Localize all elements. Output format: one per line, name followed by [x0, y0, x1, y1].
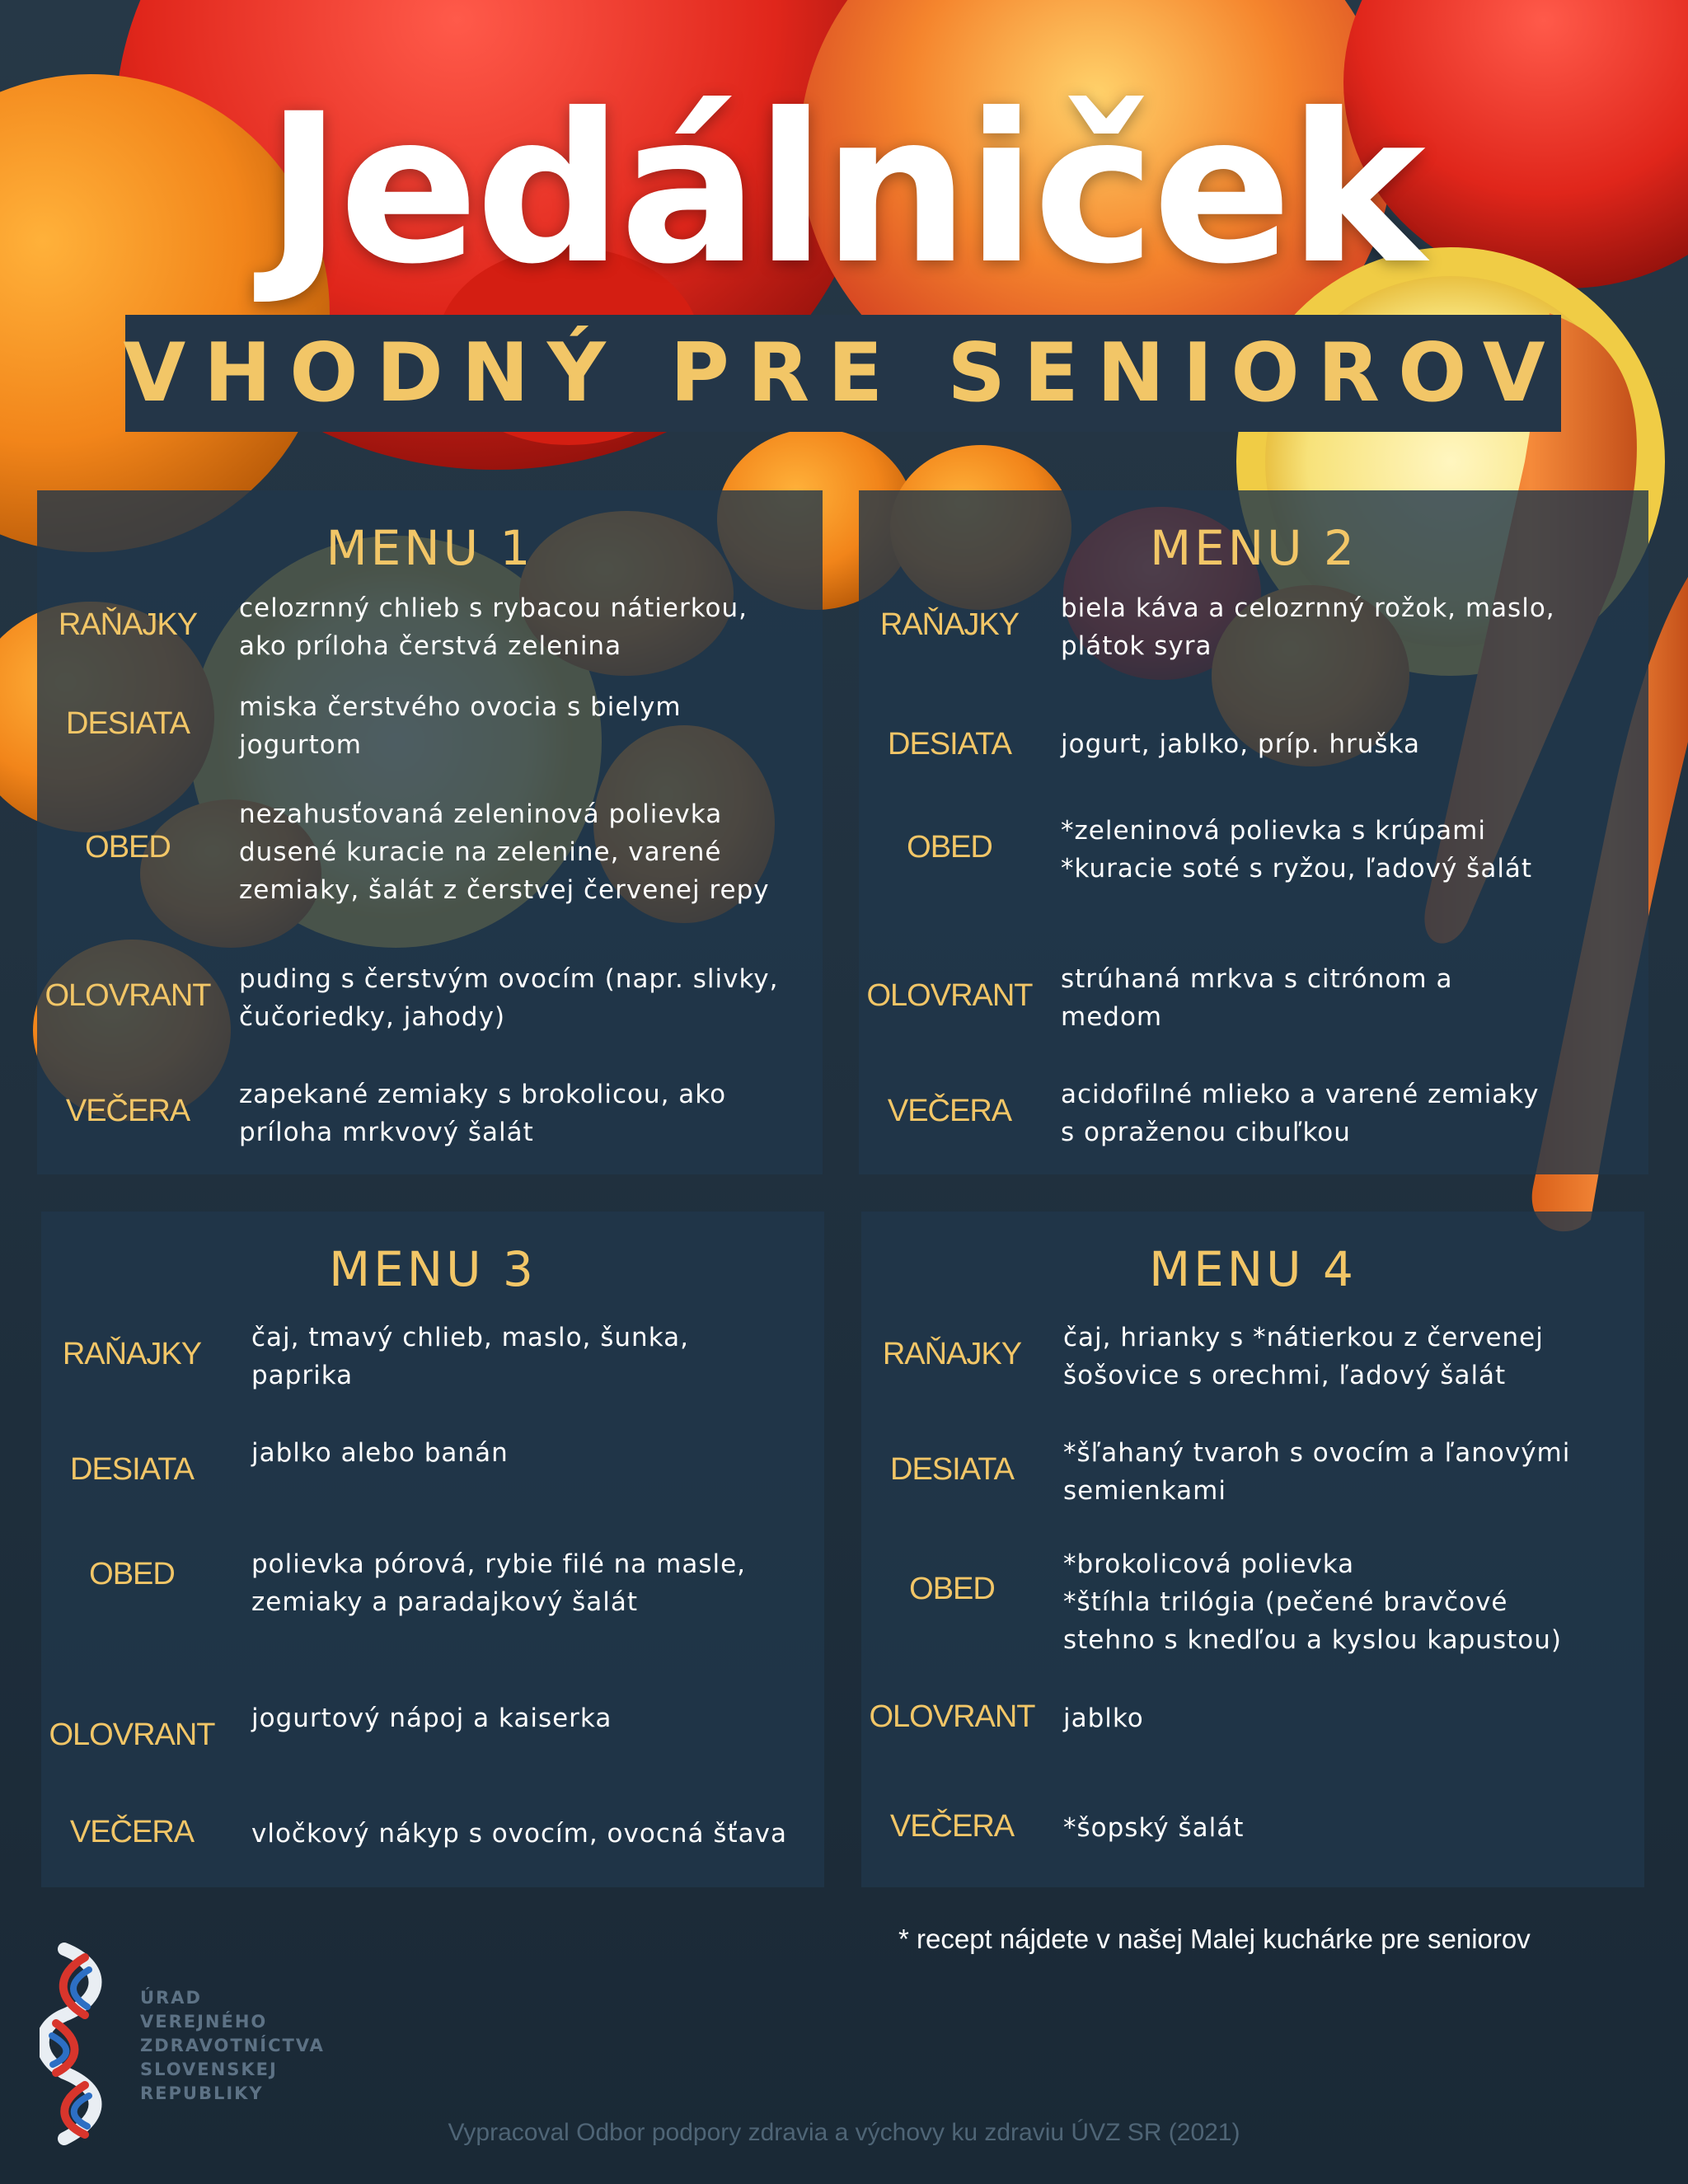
meal-label: OBED — [909, 1572, 995, 1606]
meal-label: OLOVRANT — [45, 978, 211, 1013]
meal-label: DESIATA — [888, 727, 1011, 762]
meal-text: strúhaná mrkva s citrónom a medom — [1061, 964, 1453, 1032]
meal-label: OLOVRANT — [866, 978, 1033, 1013]
subtitle-banner — [123, 315, 1564, 432]
page-title: Jedálniček — [265, 69, 1423, 309]
menu-title: MENU 3 — [329, 1241, 537, 1297]
menu-title: MENU 1 — [326, 520, 534, 576]
meal-text: zapekané zemiaky s brokolicou, ako príloha mrkvový šalát — [239, 1080, 727, 1147]
meal-label: VEČERA — [65, 1094, 190, 1128]
subtitle: VHODNÝ PRE SENIOROV — [123, 326, 1564, 420]
menu-title: MENU 4 — [1149, 1241, 1357, 1297]
meal-text: jablko — [1063, 1704, 1144, 1733]
meal-text: *brokolicová polievka *štíhla trilógia (pečené bravčové stehno s knedľou a kyslou kapustou) — [1063, 1549, 1562, 1655]
meal-text: jogurtový nápoj a kaiserka — [251, 1704, 612, 1733]
menu-card-1 — [37, 490, 823, 1174]
meal-label: RAŇAJKY — [879, 607, 1020, 642]
meal-text: čaj, tmavý chlieb, maslo, šunka, paprika — [251, 1323, 689, 1390]
meal-label: RAŇAJKY — [62, 1337, 202, 1371]
meal-label: RAŇAJKY — [58, 607, 198, 642]
logo-line: REPUBLIKY — [140, 2083, 264, 2103]
meal-label: DESIATA — [70, 1452, 194, 1487]
meal-text: *šľahaný tvaroh s ovocím a ľanovými semienkami — [1063, 1438, 1571, 1506]
meal-text: acidofilné mlieko a varené zemiaky s opraženou cibuľkou — [1061, 1080, 1540, 1147]
meal-label: OBED — [89, 1557, 175, 1591]
meal-label: VEČERA — [889, 1809, 1015, 1844]
menu-card-2 — [859, 490, 1648, 1174]
logo-line: ÚRAD — [140, 1988, 202, 2008]
meal-label: VEČERA — [69, 1815, 195, 1849]
logo-line: SLOVENSKEJ — [140, 2060, 278, 2079]
meal-label: DESIATA — [66, 706, 190, 741]
menu-card-3 — [41, 1212, 824, 1887]
meal-text: jablko alebo banán — [251, 1438, 509, 1468]
menu-title: MENU 2 — [1150, 520, 1357, 576]
meal-text: vločkový nákyp s ovocím, ovocná šťava — [251, 1819, 788, 1849]
meal-label: OLOVRANT — [49, 1718, 215, 1752]
meal-label: RAŇAJKY — [882, 1337, 1022, 1371]
meal-text: celozrnný chlieb s rybacou nátierkou, ako príloha čerstvá zelenina — [239, 593, 748, 661]
meal-label: VEČERA — [887, 1094, 1012, 1128]
dna-helix-logo-icon — [40, 1941, 114, 2147]
meal-text: nezahusťovaná zeleninová polievka dusené kuracie na zelenine, varené zemiaky, šalát z čerstvej červenej repy — [239, 799, 770, 905]
recipe-footnote: * recept nájdete v našej Malej kuchárke pre seniorov — [898, 1924, 1531, 1954]
meal-text: puding s čerstvým ovocím (napr. slivky, čučoriedky, jahody) — [239, 964, 779, 1032]
credit-line: Vypracoval Odbor podpory zdravia a výchovy ku zdraviu ÚVZ SR (2021) — [448, 2119, 1240, 2146]
meal-label: DESIATA — [890, 1452, 1014, 1487]
meal-text: *šopský šalát — [1063, 1813, 1245, 1843]
menu-card-4 — [861, 1212, 1644, 1887]
meal-text: *zeleninová polievka s krúpami *kuracie soté s ryžou, ľadový šalát — [1061, 816, 1533, 883]
meal-label: OBED — [907, 830, 992, 865]
institution-logo-text — [140, 1986, 325, 2106]
meal-text: miska čerstvého ovocia s bielym jogurtom — [239, 692, 682, 760]
meal-text: jogurt, jablko, príp. hruška — [1061, 729, 1420, 759]
logo-line: VEREJNÉHO — [140, 2012, 268, 2032]
meal-text: čaj, hrianky s *nátierkou z červenej šošovice s orechmi, ľadový šalát — [1063, 1323, 1544, 1390]
logo-line: ZDRAVOTNÍCTVA — [140, 2036, 325, 2055]
meal-label: OLOVRANT — [869, 1699, 1035, 1734]
meal-label: OBED — [85, 830, 171, 865]
meal-text: biela káva a celozrnný rožok, maslo, plátok syra — [1061, 593, 1555, 661]
meal-text: polievka pórová, rybie filé na masle, zemiaky a paradajkový šalát — [251, 1549, 747, 1617]
